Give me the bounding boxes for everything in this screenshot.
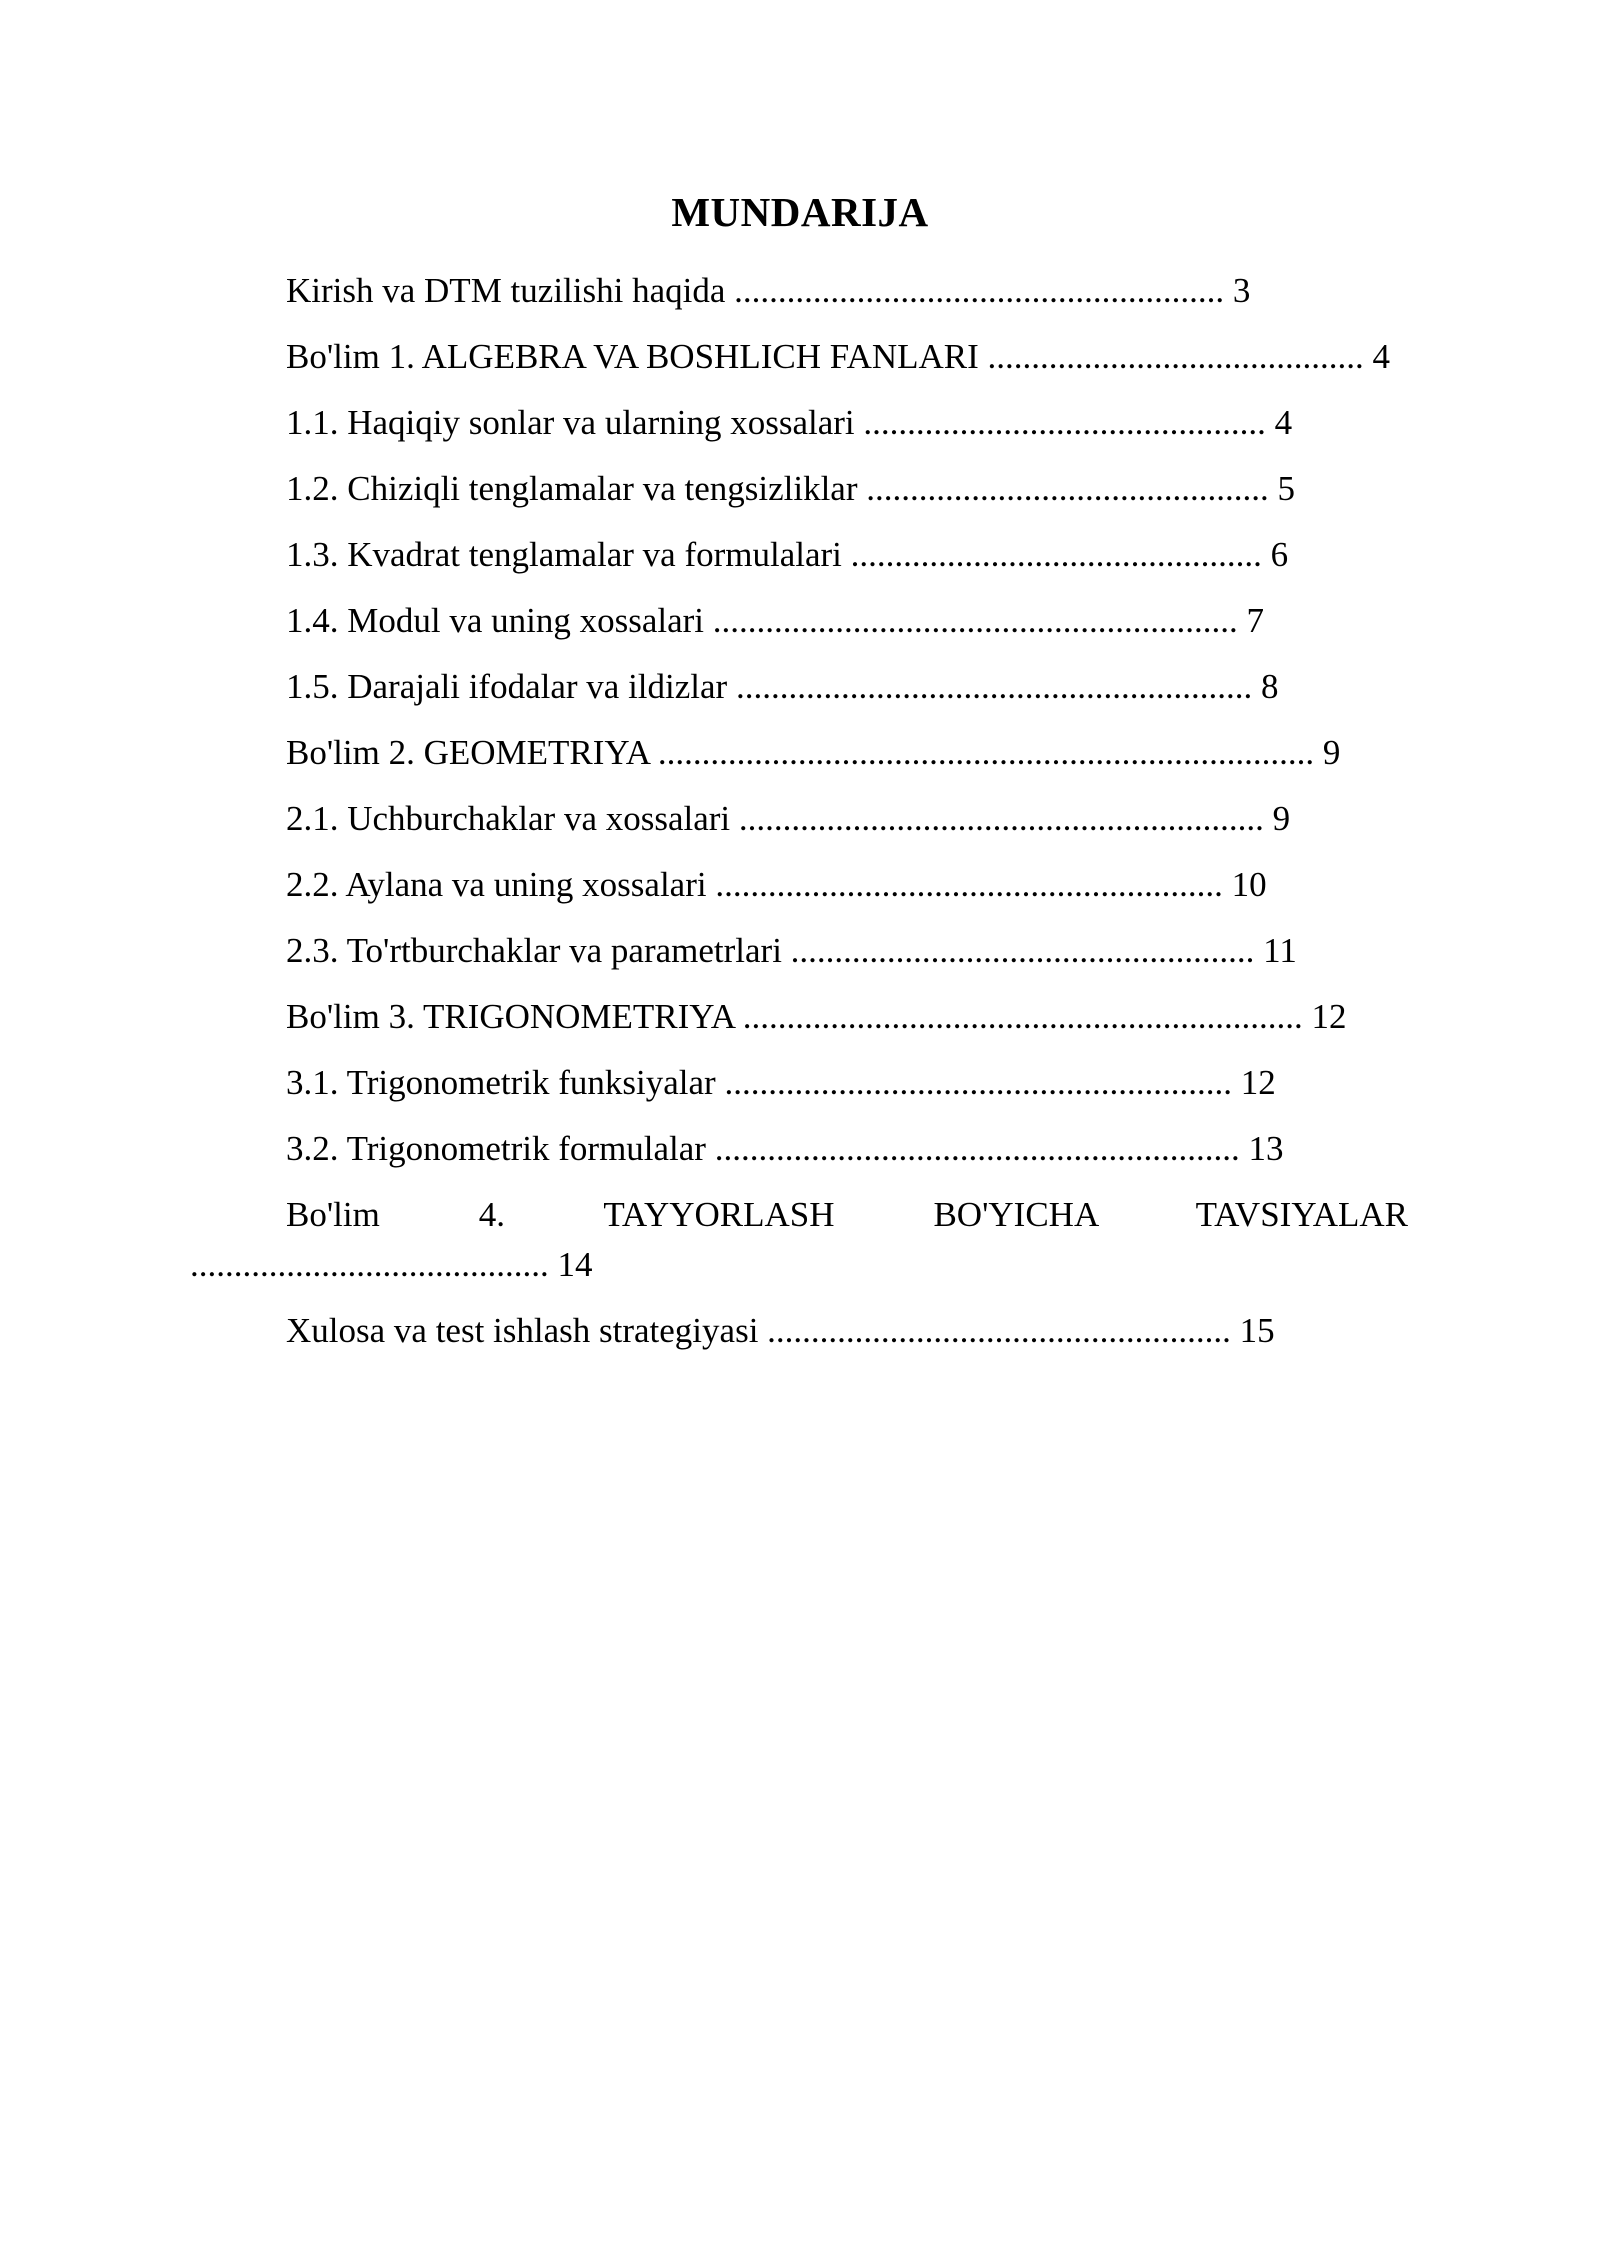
toc-entry-2-1: 2.1. Uchburchaklar va xossalari ............................................................ 9 [286,799,1291,838]
table-of-contents [190,266,1408,1372]
toc-entry-3-1: 3.1. Trigonometrik funksiyalar .......................................................... 12 [286,1063,1276,1102]
toc-entry-intro: Kirish va DTM tuzilishi haqida ........................................................ 3 [286,271,1251,310]
page-title: MUNDARIJA [671,189,929,235]
toc-entry-1-4: 1.4. Modul va uning xossalari ............................................................ 7 [286,601,1265,640]
toc-entry-conclusion: Xulosa va test ishlash strategiyasi ..................................................... 15 [286,1311,1275,1350]
toc-entry-2-2: 2.2. Aylana va uning xossalari .......................................................... 10 [286,865,1267,904]
toc-entry-1-3: 1.3. Kvadrat tenglamalar va formulalari ............................................... 6 [286,535,1289,574]
toc-entry-1-2: 1.2. Chiziqli tenglamalar va tengsizliklar .............................................. 5 [286,469,1296,508]
toc-entry-section-2: Bo'lim 2. GEOMETRIYA ........................................................................... 9 [286,733,1341,772]
toc-entry-3-2: 3.2. Trigonometrik formulalar ............................................................ 13 [286,1129,1284,1168]
toc-entry-section-4: Bo'lim 4. TAYYORLASH BO'YICHA TAVSIYALAR ......................................... 14 [190,1195,1408,1284]
toc-entry-section-1: Bo'lim 1. ALGEBRA VA BOSHLICH FANLARI ........................................... 4 [286,337,1391,376]
toc-entry-2-3: 2.3. To'rtburchaklar va parametrlari ..................................................... 11 [286,931,1297,970]
toc-entry-section-3: Bo'lim 3. TRIGONOMETRIYA ................................................................ 12 [286,997,1347,1036]
toc-entry-1-1: 1.1. Haqiqiy sonlar va ularning xossalari .............................................. 4 [286,403,1293,442]
toc-entry-1-5: 1.5. Darajali ifodalar va ildizlar ........................................................... 8 [286,667,1279,706]
